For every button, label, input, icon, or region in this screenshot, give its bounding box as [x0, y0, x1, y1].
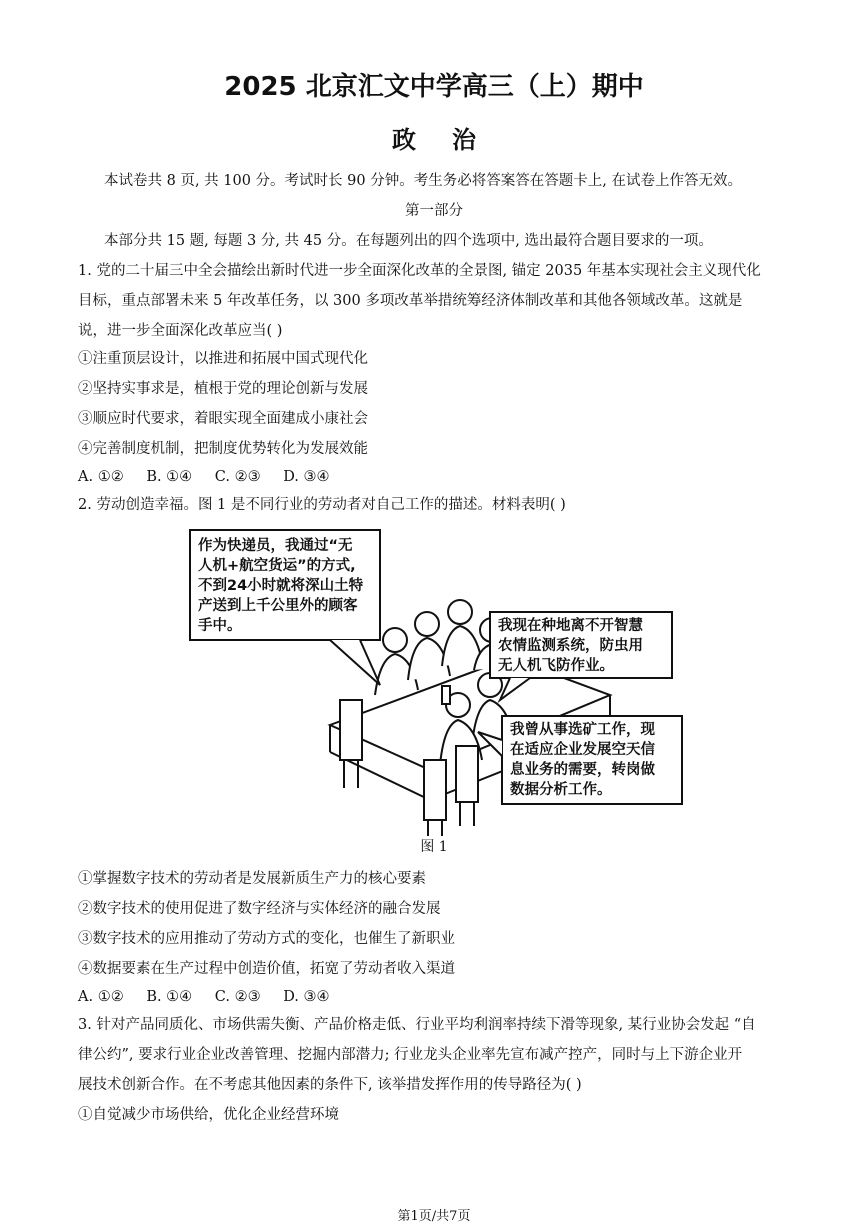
page-footer: 第1页/共7页 — [397, 1209, 471, 1224]
q3-stem-line: 律公约”, 要求行业企业改善管理、挖掘内部潜力; 行业龙头企业率先宣布减产控产，同时与上下游企业开 — [78, 1047, 743, 1063]
bubble3-line: 我曾从事选矿工作，现 — [510, 722, 655, 738]
q2-option-a[interactable]: A. ①② — [78, 989, 124, 1005]
bubble1-line: 产送到上千公里外的顾客 — [198, 598, 358, 614]
bubble3-line: 在适应企业发展空天信 — [510, 742, 655, 758]
bubble1-line: 手中。 — [198, 618, 242, 634]
q2-stem: 2. 劳动创造幸福。图 1 是不同行业的劳动者对自己工作的描述。材料表明( ) — [78, 497, 566, 513]
q1-stem-line: 说，进一步全面深化改革应当( ) — [78, 323, 283, 339]
q2-option-d[interactable]: D. ③④ — [283, 989, 330, 1005]
q1-options — [78, 462, 798, 492]
q2-statement: ②数字技术的使用促进了数字经济与实体经济的融合发展 — [78, 901, 441, 917]
part-instruction: 本部分共 15 题, 每题 3 分, 共 45 分。在每题列出的四个选项中, 选出最符合题目要求的一项。 — [104, 233, 713, 249]
q3-statement: ①自觉减少市场供给，优化企业经营环境 — [78, 1107, 339, 1123]
q1-option-b[interactable]: B. ①④ — [146, 469, 193, 485]
bubble3-line: 息业务的需要，转岗做 — [510, 762, 655, 778]
q1-stem-line: 1. 党的二十届三中全会描绘出新时代进一步全面深化改革的全景图, 锚定 2035 年基本实现社会主义现代化 — [78, 263, 761, 279]
workers-meeting-illustration — [180, 520, 690, 840]
q1-statement: ④完善制度机制，把制度优势转化为发展效能 — [78, 441, 368, 457]
q3-stem-line: 3. 针对产品同质化、市场供需失衡、产品价格走低、行业平均利润率持续下滑等现象, 某行业协会发起 “自 — [78, 1017, 756, 1033]
q1-statement: ③顺应时代要求，着眼实现全面建成小康社会 — [78, 411, 368, 427]
q1-option-a[interactable]: A. ①② — [78, 469, 124, 485]
q1-stem-line: 目标，重点部署未来 5 年改革任务，以 300 多项改革举措统筹经济体制改革和其他各领域改革。这就是 — [78, 293, 743, 309]
q2-statement: ④数据要素在生产过程中创造价值，拓宽了劳动者收入渠道 — [78, 961, 455, 977]
q1-statement: ②坚持实事求是，植根于党的理论创新与发展 — [78, 381, 368, 397]
q2-statement: ③数字技术的应用推动了劳动方式的变化，也催生了新职业 — [78, 931, 455, 947]
q2-statement: ①掌握数字技术的劳动者是发展新质生产力的核心要素 — [78, 871, 426, 887]
q2-option-c[interactable]: C. ②③ — [214, 989, 261, 1005]
bubble1-line: 作为快递员，我通过“无 — [198, 538, 353, 554]
q1-statement: ①注重顶层设计，以推进和拓展中国式现代化 — [78, 351, 368, 367]
bubble2-line: 农情监测系统，防虫用 — [498, 638, 643, 654]
bubble2-line: 我现在种地离不开智慧 — [498, 618, 643, 634]
bubble3-line: 数据分析工作。 — [510, 782, 612, 798]
bubble1-line: 人机+航空货运”的方式, — [198, 558, 356, 574]
q1-option-d[interactable]: D. ③④ — [283, 469, 330, 485]
q2-option-b[interactable]: B. ①④ — [146, 989, 193, 1005]
bubble2-line: 无人机飞防作业。 — [498, 658, 614, 674]
figure-caption: 图 1 — [420, 839, 448, 855]
exam-intro: 本试卷共 8 页, 共 100 分。考试时长 90 分钟。考生务必将答案答在答题卡上, 在试卷上作答无效。 — [104, 173, 742, 189]
bubble1-line: 不到24小时就将深山土特 — [198, 578, 364, 594]
exam-title: 2025 北京汇文中学高三（上）期中 — [224, 72, 644, 102]
part-heading: 第一部分 — [405, 203, 463, 219]
q2-options — [78, 982, 798, 1012]
subject-title: 政治 — [392, 126, 512, 154]
q3-stem-line: 展技术创新合作。在不考虑其他因素的条件下, 该举措发挥作用的传导路径为( ) — [78, 1077, 582, 1093]
q1-option-c[interactable]: C. ②③ — [214, 469, 261, 485]
